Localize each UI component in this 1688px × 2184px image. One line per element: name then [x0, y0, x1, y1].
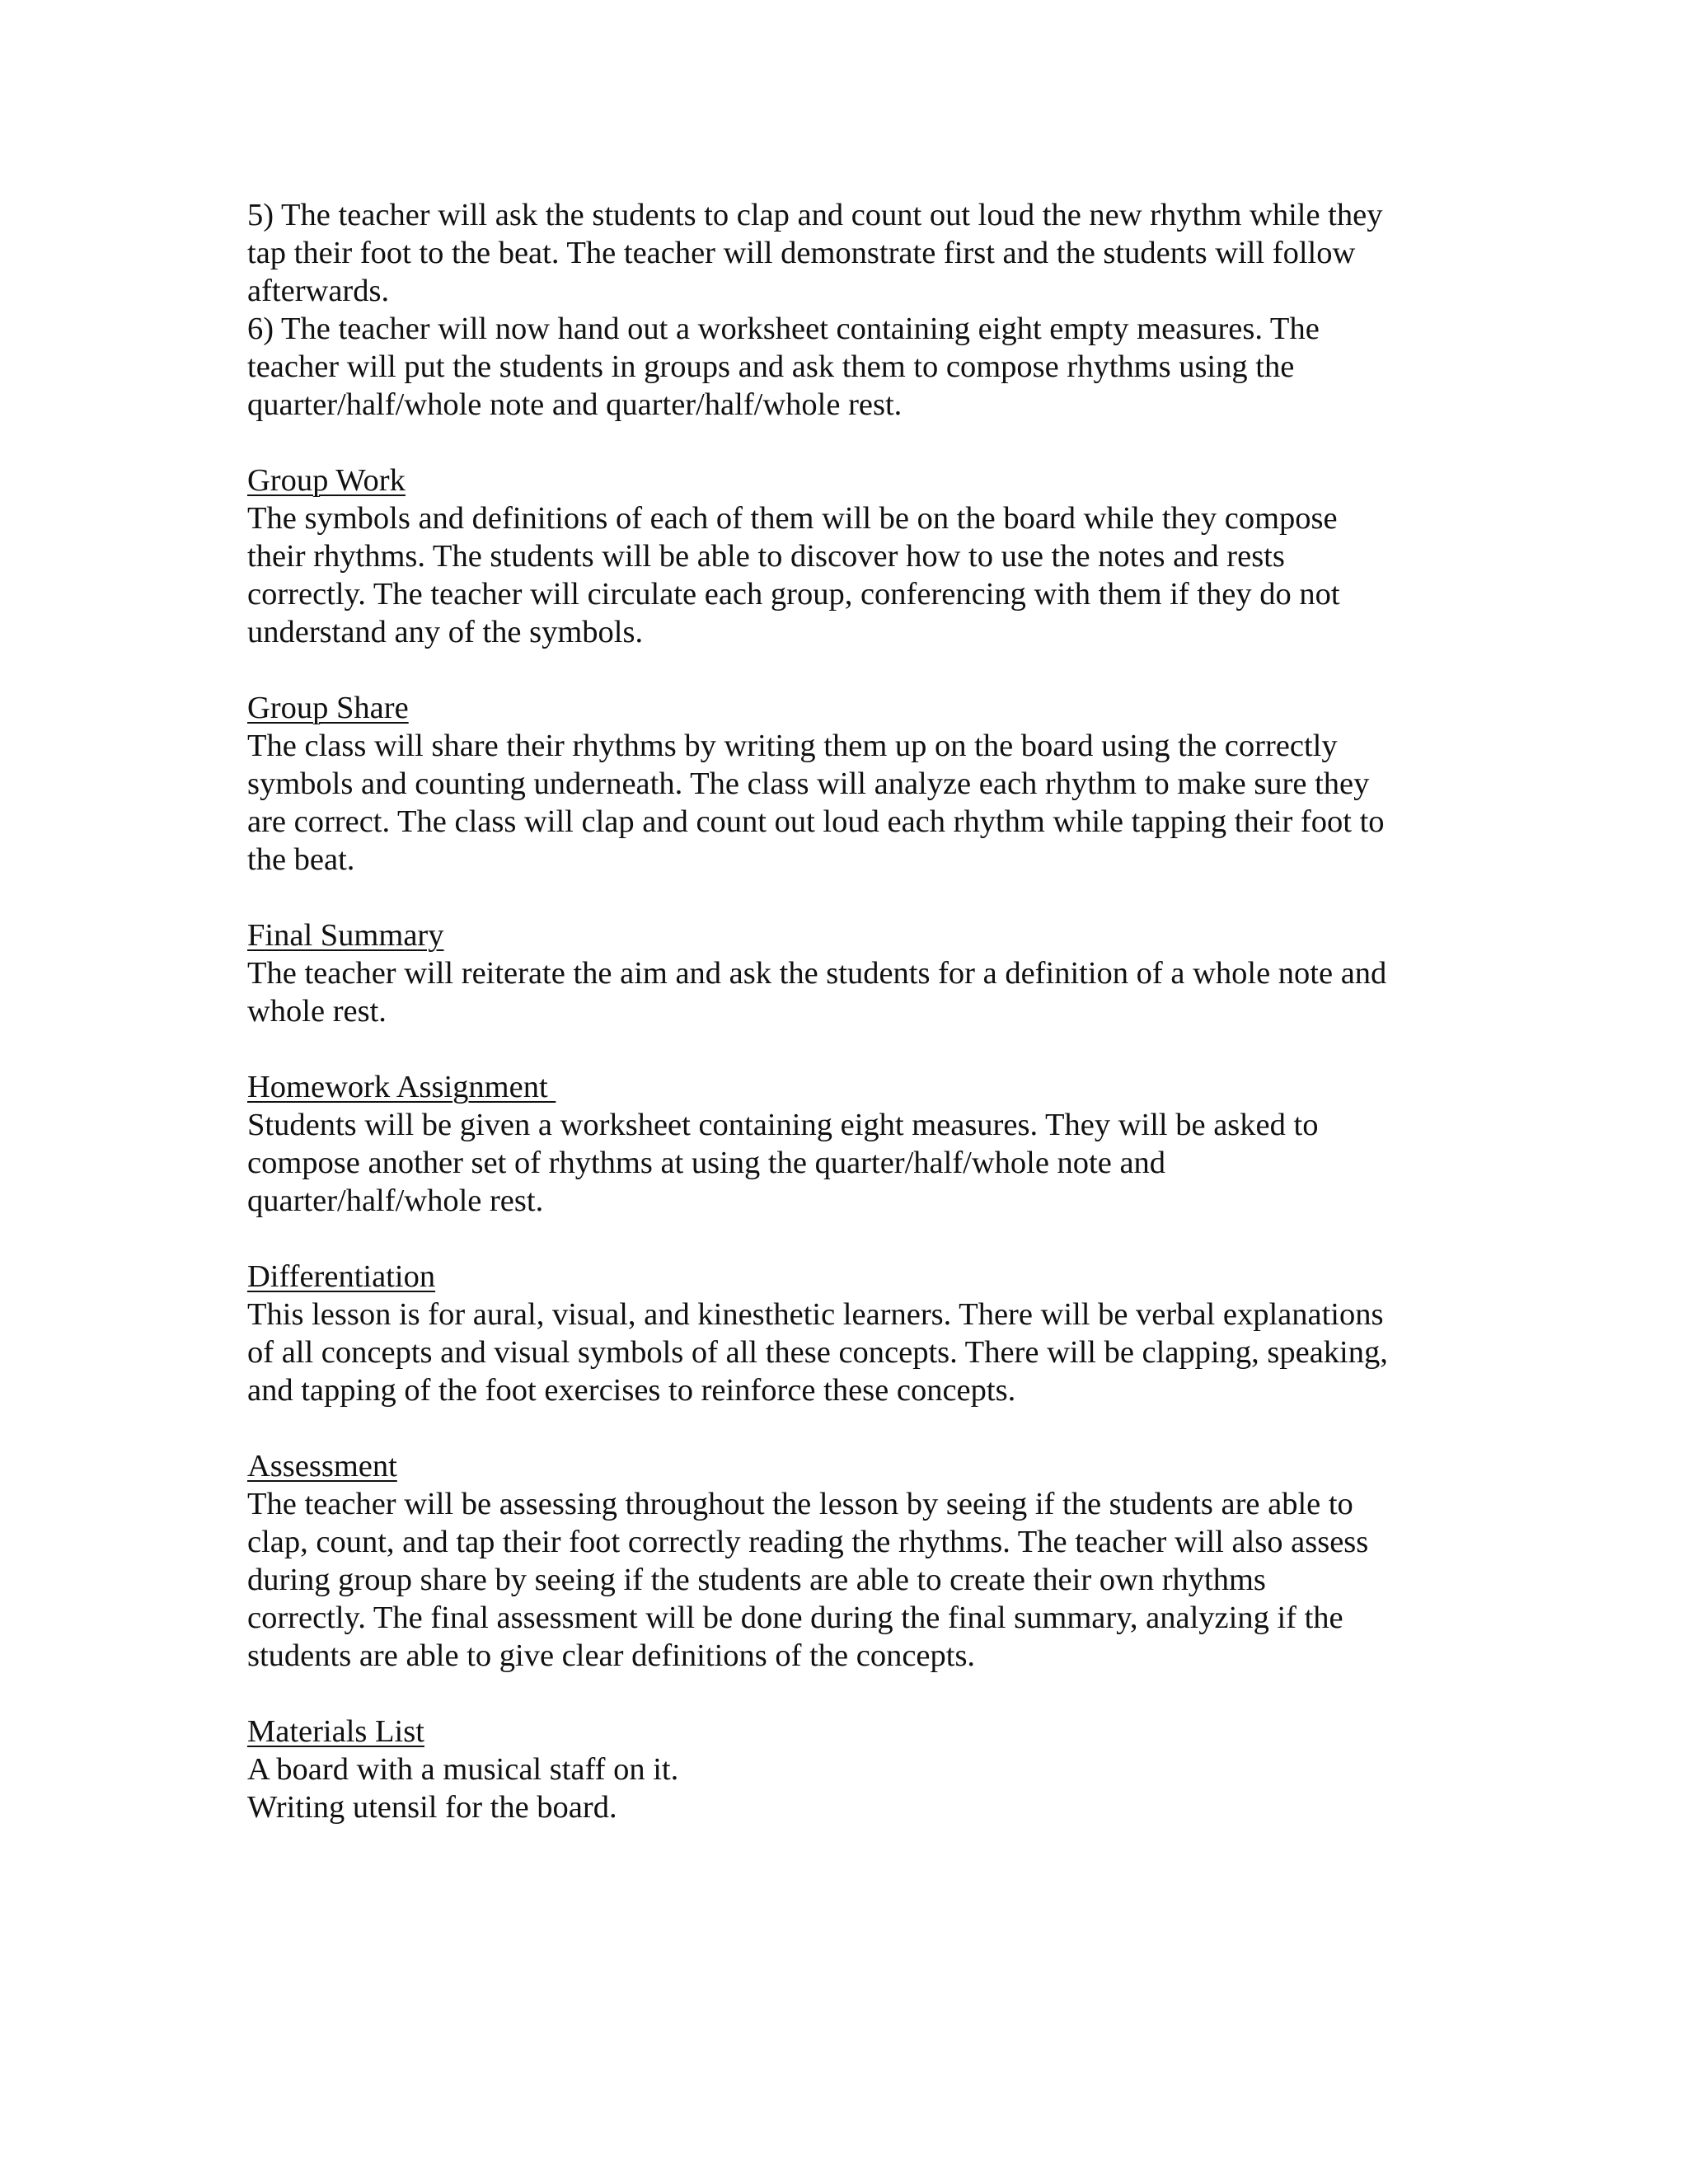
heading-homework: Homework Assignment: [247, 1070, 556, 1104]
body-homework: Students will be given a worksheet containing eight measures. They will be asked to compose another set of rhythms at using the quarter/half/whole note and quarter/half/whole rest.: [247, 1108, 1319, 1218]
materials-item: A board with a musical staff on it.: [247, 1752, 679, 1787]
section-final-summary: [247, 916, 1451, 1030]
section-group-work: [247, 462, 1451, 651]
section-materials: [247, 1713, 1451, 1826]
materials-item: Writing utensil for the board.: [247, 1790, 617, 1825]
body-differentiation: This lesson is for aural, visual, and kinesthetic learners. There will be verbal explanations of all concepts and visual symbols of all these concepts. There will be clapping, speaking, and tapping of the foot exercises to reinforce these concepts.: [247, 1297, 1388, 1408]
heading-final-summary: Final Summary: [247, 918, 444, 953]
section-assessment: [247, 1447, 1451, 1675]
section-homework: [247, 1068, 1451, 1220]
document-page: [247, 196, 1451, 1826]
body-final-summary: The teacher will reiterate the aim and ask the students for a definition of a whole note and whole rest.: [247, 956, 1387, 1029]
heading-assessment: Assessment: [247, 1449, 397, 1483]
section-differentiation: [247, 1258, 1451, 1409]
body-assessment: The teacher will be assessing throughout the lesson by seeing if the students are able to clap, count, and tap their foot correctly reading the rhythms. The teacher will also assess during group share by seeing if the students are able to create their own rhythms correctly. The final assessment will be done during the final summary, analyzing if the students are able to give clear definitions of the concepts.: [247, 1487, 1369, 1673]
step-6: 6) The teacher will now hand out a worksheet containing eight empty measures. The teacher will put the students in groups and ask them to compose rhythms using the quarter/half/whole note and quarter/half/whole rest.: [247, 312, 1320, 422]
heading-group-work: Group Work: [247, 463, 406, 498]
heading-differentiation: Differentiation: [247, 1259, 436, 1294]
step-5: 5) The teacher will ask the students to clap and count out loud the new rhythm while they tap their foot to the beat. The teacher will demonstrate first and the students will follow afterwards.: [247, 198, 1383, 308]
heading-materials: Materials List: [247, 1714, 424, 1749]
body-group-share: The class will share their rhythms by writing them up on the board using the correctly symbols and counting underneath. The class will analyze each rhythm to make sure they are correct. The class will clap and count out loud each rhythm while tapping their foot to the beat.: [247, 729, 1385, 877]
section-group-share: [247, 689, 1451, 879]
heading-group-share: Group Share: [247, 691, 409, 725]
body-group-work: The symbols and definitions of each of them will be on the board while they compose their rhythms. The students will be able to discover how to use the notes and rests correctly. The teacher will circulate each group, conferencing with them if they do not understand any of the symbols.: [247, 501, 1340, 649]
